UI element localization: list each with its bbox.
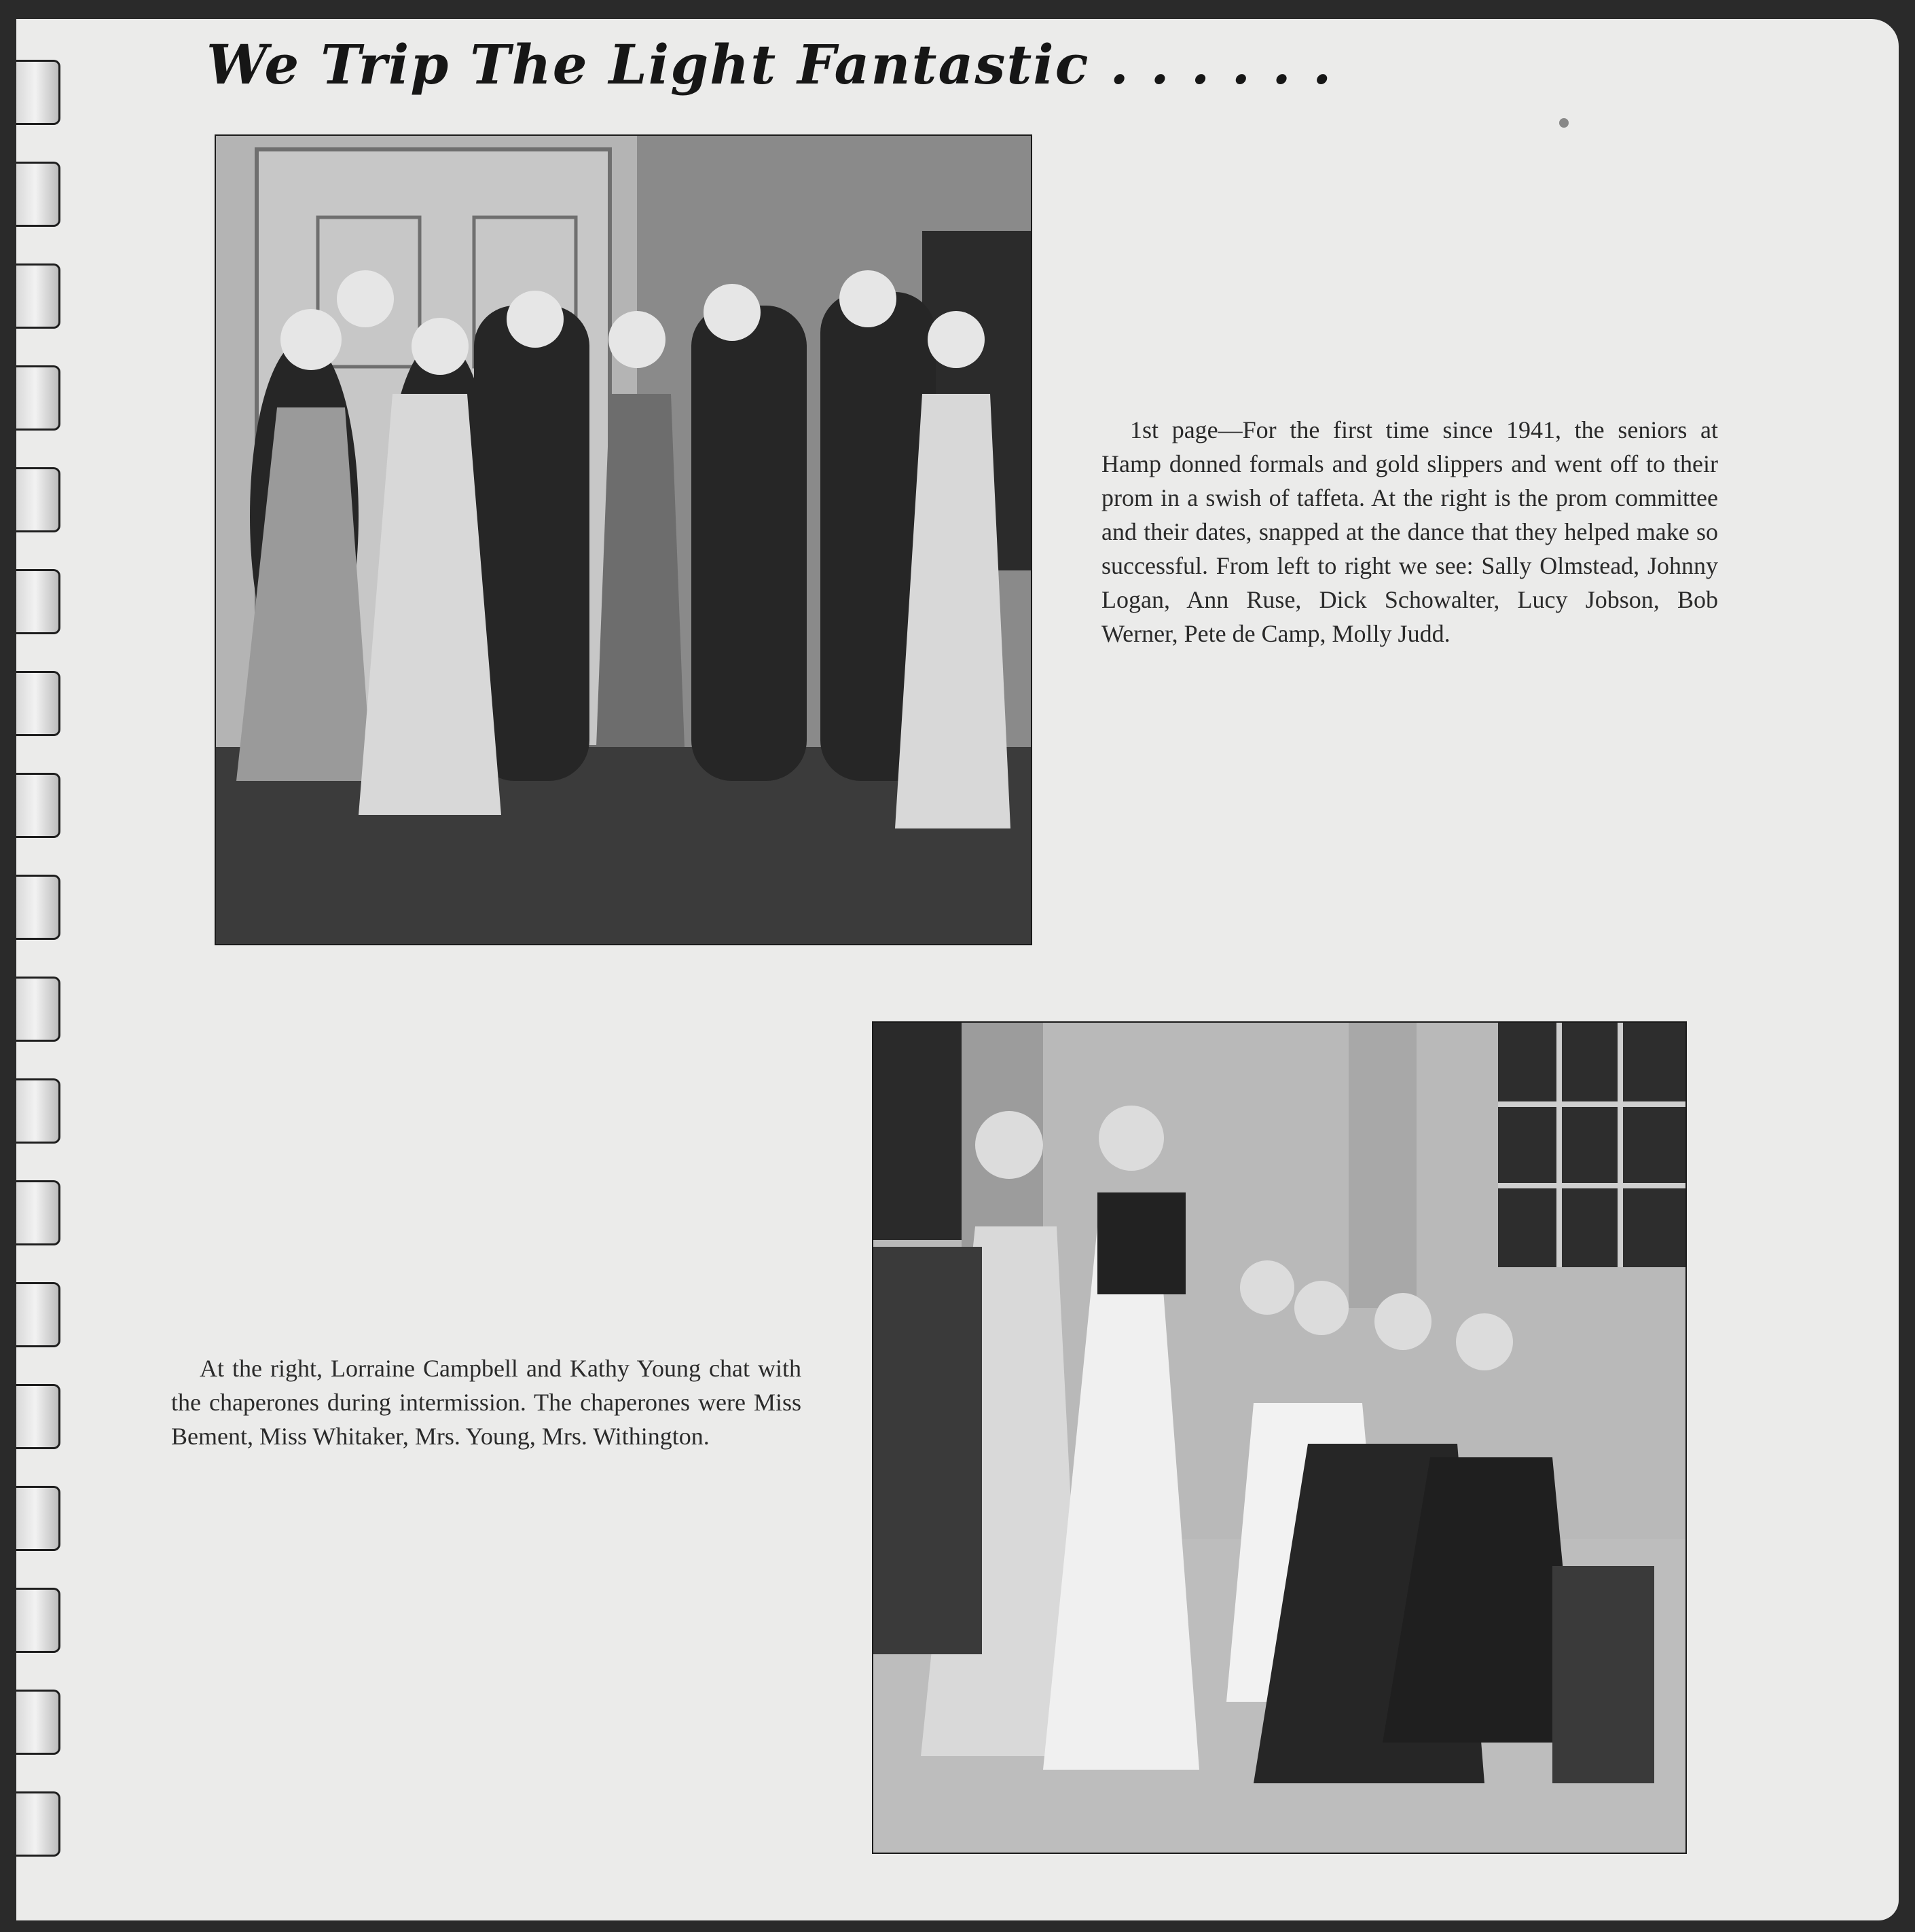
chaperones-caption: At the right, Lorraine Campbell and Kathy Young chat with the chaperones during intermission. The chaperones were Miss Bement, Miss Whitaker, Mrs. Young, Mrs. Withington.: [171, 1355, 801, 1450]
binding-ring: [16, 60, 60, 125]
album-page: [16, 19, 1899, 1920]
binding-ring: [16, 569, 60, 634]
binding-ring: [16, 1282, 60, 1347]
binding-ring: [16, 977, 60, 1042]
binding-ring: [16, 1588, 60, 1653]
spiral-binding: [16, 60, 64, 1907]
chaperones-photo: [872, 1021, 1687, 1854]
chaperones-image: [873, 1023, 1685, 1853]
binding-ring: [16, 1180, 60, 1245]
binding-ring: [16, 773, 60, 838]
binding-ring: [16, 1690, 60, 1755]
binding-ring: [16, 875, 60, 940]
prom-committee-caption: 1st page—For the first time since 1941, the seniors at Hamp donned formals and gold slippers and went off to their prom in a swish of taffeta. At the right is the prom committee and their dates, snapped at the dance that they helped make so successful. From left to right we see: Sally Olmstead, Johnny Logan, Ann Ruse, Dick Schowalter, Lucy Jobson, Bob Werner, Pete de Camp, Molly Judd.: [1101, 416, 1718, 647]
binding-ring: [16, 1384, 60, 1449]
prom-committee-image: [216, 136, 1031, 944]
paper-speck: [1559, 118, 1569, 128]
binding-ring: [16, 671, 60, 736]
binding-ring: [16, 467, 60, 532]
binding-ring: [16, 263, 60, 329]
page-title: We Trip The Light Fantastic . . . . . .: [206, 33, 1333, 96]
binding-ring: [16, 1078, 60, 1144]
binding-ring: [16, 1791, 60, 1857]
prom-committee-photo: [215, 134, 1032, 945]
binding-ring: [16, 1486, 60, 1551]
binding-ring: [16, 365, 60, 431]
binding-ring: [16, 162, 60, 227]
